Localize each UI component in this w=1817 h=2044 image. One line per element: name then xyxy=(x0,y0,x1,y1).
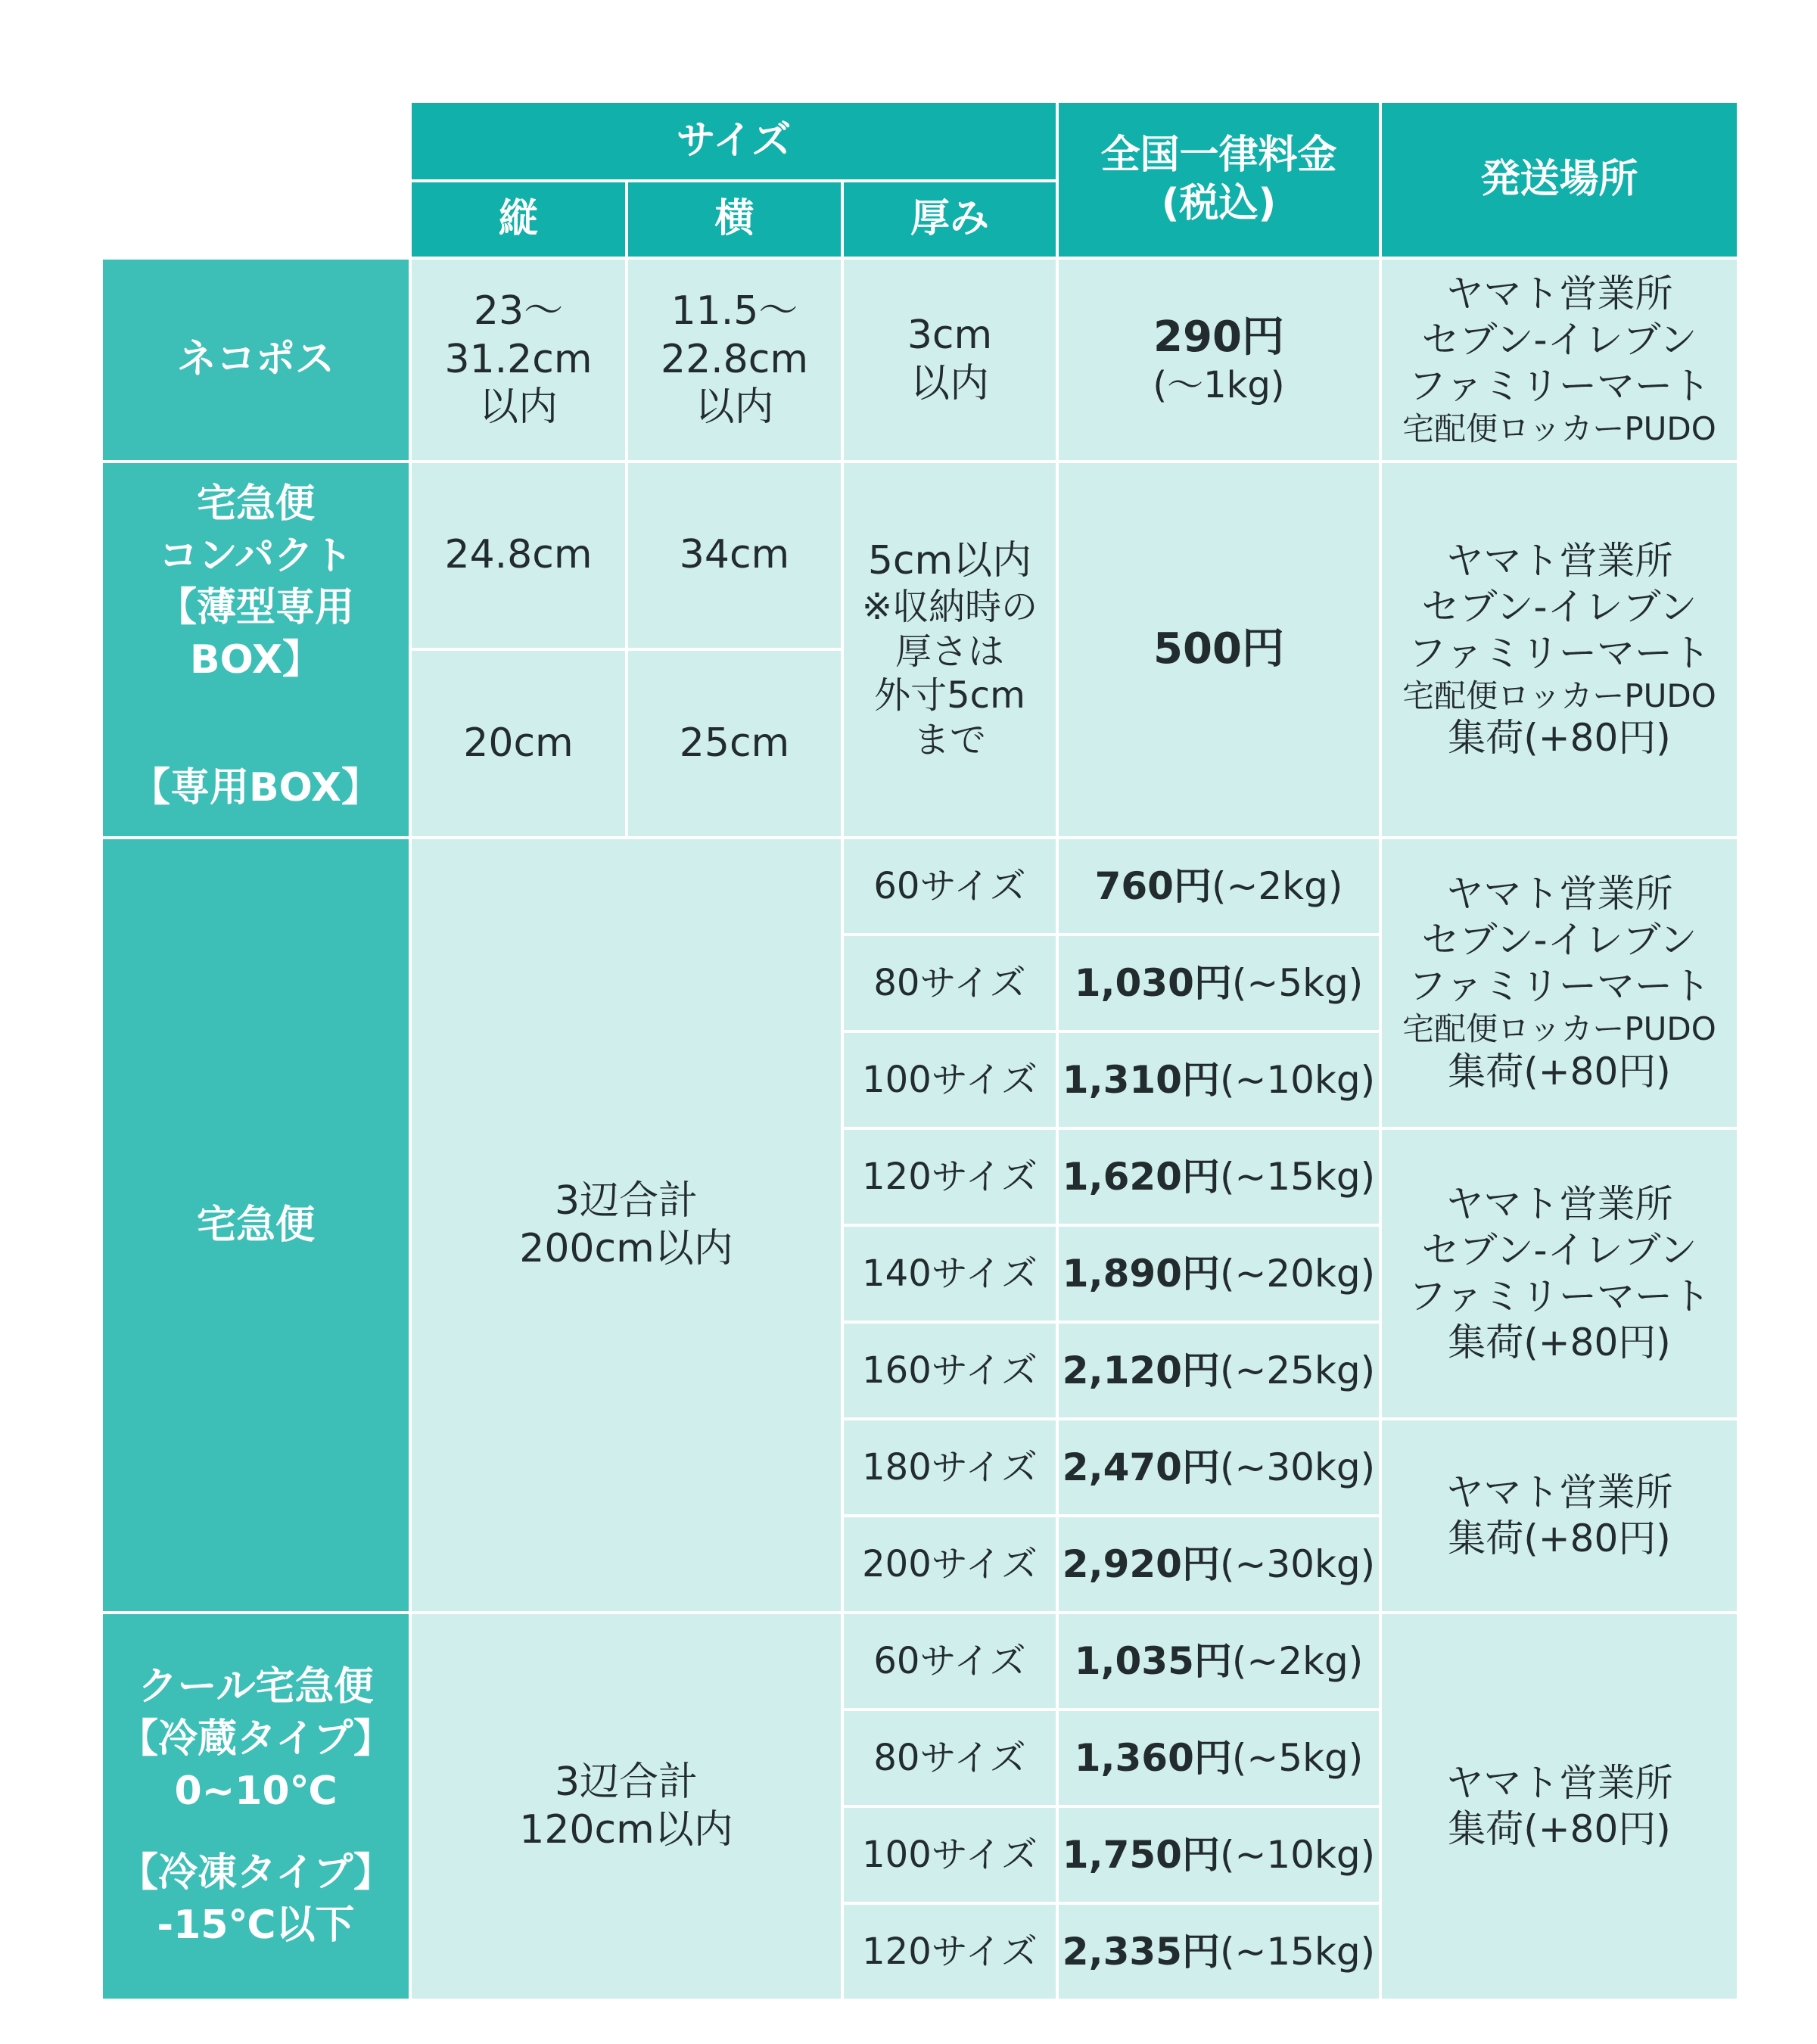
compact-thickness-line: 外寸5cm xyxy=(874,674,1025,717)
compact-locations xyxy=(1382,463,1737,836)
row-header-cool xyxy=(103,1614,409,1999)
cool-price-60 xyxy=(1059,1614,1379,1708)
location-item: ファミリーマート xyxy=(1408,964,1710,1009)
takkyubin-price-140 xyxy=(1059,1227,1379,1321)
price-value: 1,750円 xyxy=(1062,1832,1220,1877)
takkyubin-price-160 xyxy=(1059,1324,1379,1417)
cool-name-line: 0~10℃ xyxy=(174,1768,338,1814)
compact-name-line: 【薄型専用BOX】 xyxy=(157,585,354,683)
takkyubin-locations-c xyxy=(1382,1420,1737,1611)
location-item: ヤマト営業所 xyxy=(1445,538,1673,583)
takkyubin-size-140: 140サイズ xyxy=(844,1227,1056,1321)
takkyubin-dimension xyxy=(412,839,841,1611)
shipping-rate-table xyxy=(103,103,1737,1999)
location-item: セブン-イレブン xyxy=(1421,318,1697,362)
cool-dimension xyxy=(412,1614,841,1999)
weight-limit: (~25kg) xyxy=(1219,1348,1376,1392)
takkyubin-size-80: 80サイズ xyxy=(844,936,1056,1030)
weight-limit: (~30kg) xyxy=(1219,1445,1376,1489)
header-price-line1: 全国一律料金 xyxy=(1100,132,1337,179)
header-location: 発送場所 xyxy=(1382,103,1737,257)
compact-thickness-line: まで xyxy=(913,718,986,761)
cool-name-line: -15℃以下 xyxy=(157,1902,355,1948)
nekopos-length-line: 以内 xyxy=(478,384,558,431)
compact-thin-length: 24.8cm xyxy=(412,463,625,648)
weight-limit: (~5kg) xyxy=(1231,1735,1364,1780)
compact-name-line: 宅急便 xyxy=(196,481,315,527)
dimension-line: 3辺合計 xyxy=(554,1178,698,1224)
location-item: 集荷(+80円) xyxy=(1448,1321,1671,1364)
price-value: 1,030円 xyxy=(1074,960,1232,1005)
takkyubin-size-160: 160サイズ xyxy=(844,1324,1056,1417)
nekopos-price xyxy=(1059,260,1379,460)
weight-limit: (~5kg) xyxy=(1231,960,1364,1005)
weight-limit: (~15kg) xyxy=(1219,1929,1376,1974)
takkyubin-size-120: 120サイズ xyxy=(844,1130,1056,1224)
nekopos-thickness xyxy=(844,260,1056,460)
cool-name-line: 【冷凍タイプ】 xyxy=(119,1850,393,1896)
compact-price-value: 500円 xyxy=(1153,624,1284,674)
nekopos-locations xyxy=(1382,260,1737,460)
price-value: 1,360円 xyxy=(1074,1735,1232,1780)
location-item: 集荷(+80円) xyxy=(1448,1049,1671,1094)
compact-thickness-line: ※収納時の xyxy=(861,586,1038,629)
weight-limit: (~2kg) xyxy=(1211,863,1343,908)
location-item: セブン-イレブン xyxy=(1421,584,1697,629)
price-value: 2,470円 xyxy=(1062,1445,1220,1489)
dimension-line: 3辺合計 xyxy=(554,1759,698,1805)
row-header-nekopos: ネコポス xyxy=(103,260,409,460)
price-value: 1,310円 xyxy=(1062,1057,1220,1102)
takkyubin-price-80 xyxy=(1059,936,1379,1030)
compact-price xyxy=(1059,463,1379,836)
corner-blank xyxy=(103,103,409,257)
nekopos-width-line: 以内 xyxy=(695,384,774,431)
takkyubin-locations-a xyxy=(1382,839,1737,1127)
weight-limit: (~30kg) xyxy=(1219,1542,1376,1586)
location-item: ヤマト営業所 xyxy=(1445,872,1673,916)
header-width: 横 xyxy=(628,182,841,257)
takkyubin-size-60: 60サイズ xyxy=(844,839,1056,933)
price-value: 760円 xyxy=(1094,863,1212,908)
location-item: ファミリーマート xyxy=(1408,1274,1710,1318)
cool-locations xyxy=(1382,1614,1737,1999)
header-thickness: 厚み xyxy=(844,182,1056,257)
nekopos-thickness-line: 以内 xyxy=(910,360,989,406)
nekopos-width-line: 11.5〜 xyxy=(670,288,798,334)
price-value: 1,035円 xyxy=(1074,1638,1232,1683)
compact-name-line: コンパクト xyxy=(158,533,353,579)
location-item: 集荷(+80円) xyxy=(1448,1807,1671,1851)
compact-thickness xyxy=(844,463,1056,836)
weight-limit: (~10kg) xyxy=(1219,1057,1376,1102)
dimension-line: 120cm以内 xyxy=(519,1807,733,1853)
takkyubin-price-60 xyxy=(1059,839,1379,933)
cool-size-120: 120サイズ xyxy=(844,1905,1056,1999)
nekopos-thickness-line: 3cm xyxy=(907,313,993,359)
dimension-line: 200cm以内 xyxy=(519,1226,733,1271)
location-item: 宅配便ロッカーPUDO xyxy=(1402,677,1716,714)
compact-thickness-line: 5cm以内 xyxy=(867,537,1032,583)
compact-thin-width: 34cm xyxy=(628,463,841,648)
location-item: ヤマト営業所 xyxy=(1445,1761,1673,1805)
compact-name-box: 【専用BOX】 xyxy=(130,764,381,810)
header-price-line2: (税込) xyxy=(1161,180,1277,226)
price-value: 2,335円 xyxy=(1062,1929,1220,1974)
nekopos-price-value: 290円 xyxy=(1153,313,1284,362)
weight-limit: (~10kg) xyxy=(1219,1832,1376,1877)
takkyubin-size-100: 100サイズ xyxy=(844,1033,1056,1127)
nekopos-width xyxy=(628,260,841,460)
nekopos-weight: (〜1kg) xyxy=(1153,364,1285,407)
location-item: セブン-イレブン xyxy=(1421,918,1697,963)
location-item: ファミリーマート xyxy=(1408,630,1710,675)
price-value: 1,620円 xyxy=(1062,1154,1220,1199)
nekopos-length-line: 31.2cm xyxy=(444,336,593,382)
cool-price-120 xyxy=(1059,1905,1379,1999)
header-price xyxy=(1059,103,1379,257)
header-size: サイズ xyxy=(412,103,1056,179)
location-item: 宅配便ロッカーPUDO xyxy=(1402,410,1716,448)
weight-limit: (~20kg) xyxy=(1219,1251,1376,1296)
cool-size-100: 100サイズ xyxy=(844,1808,1056,1902)
location-item: セブン-イレブン xyxy=(1421,1228,1697,1272)
nekopos-width-line: 22.8cm xyxy=(660,336,809,382)
cool-name-line: クール宅急便 xyxy=(138,1664,374,1710)
location-item: ファミリーマート xyxy=(1408,364,1710,409)
location-item: ヤマト営業所 xyxy=(1445,1470,1673,1514)
row-header-takkyubin: 宅急便 xyxy=(103,839,409,1611)
price-value: 2,120円 xyxy=(1062,1348,1220,1392)
location-item: ヤマト営業所 xyxy=(1445,272,1673,316)
cool-name-line: 【冷蔵タイプ】 xyxy=(119,1716,393,1762)
compact-thickness-line: 厚さは xyxy=(894,630,1004,673)
takkyubin-size-200: 200サイズ xyxy=(844,1517,1056,1611)
location-item: 集荷(+80円) xyxy=(1448,716,1671,761)
takkyubin-locations-b xyxy=(1382,1130,1737,1417)
takkyubin-price-180 xyxy=(1059,1420,1379,1514)
cool-price-80 xyxy=(1059,1711,1379,1805)
takkyubin-size-180: 180サイズ xyxy=(844,1420,1056,1514)
cool-size-60: 60サイズ xyxy=(844,1614,1056,1708)
weight-limit: (~15kg) xyxy=(1219,1154,1376,1199)
compact-box-length: 20cm xyxy=(412,651,625,836)
location-item: 集荷(+80円) xyxy=(1448,1517,1671,1560)
nekopos-length-line: 23〜 xyxy=(473,288,564,334)
takkyubin-price-100 xyxy=(1059,1033,1379,1127)
takkyubin-price-200 xyxy=(1059,1517,1379,1611)
cool-size-80: 80サイズ xyxy=(844,1711,1056,1805)
price-value: 1,890円 xyxy=(1062,1251,1220,1296)
nekopos-length xyxy=(412,260,625,460)
cool-price-100 xyxy=(1059,1808,1379,1902)
compact-box-width: 25cm xyxy=(628,651,841,836)
location-item: 宅配便ロッカーPUDO xyxy=(1402,1010,1716,1048)
header-length: 縦 xyxy=(412,182,625,257)
row-header-compact xyxy=(103,463,409,836)
weight-limit: (~2kg) xyxy=(1231,1638,1364,1683)
takkyubin-price-120 xyxy=(1059,1130,1379,1224)
price-value: 2,920円 xyxy=(1062,1542,1220,1586)
location-item: ヤマト営業所 xyxy=(1445,1182,1673,1226)
